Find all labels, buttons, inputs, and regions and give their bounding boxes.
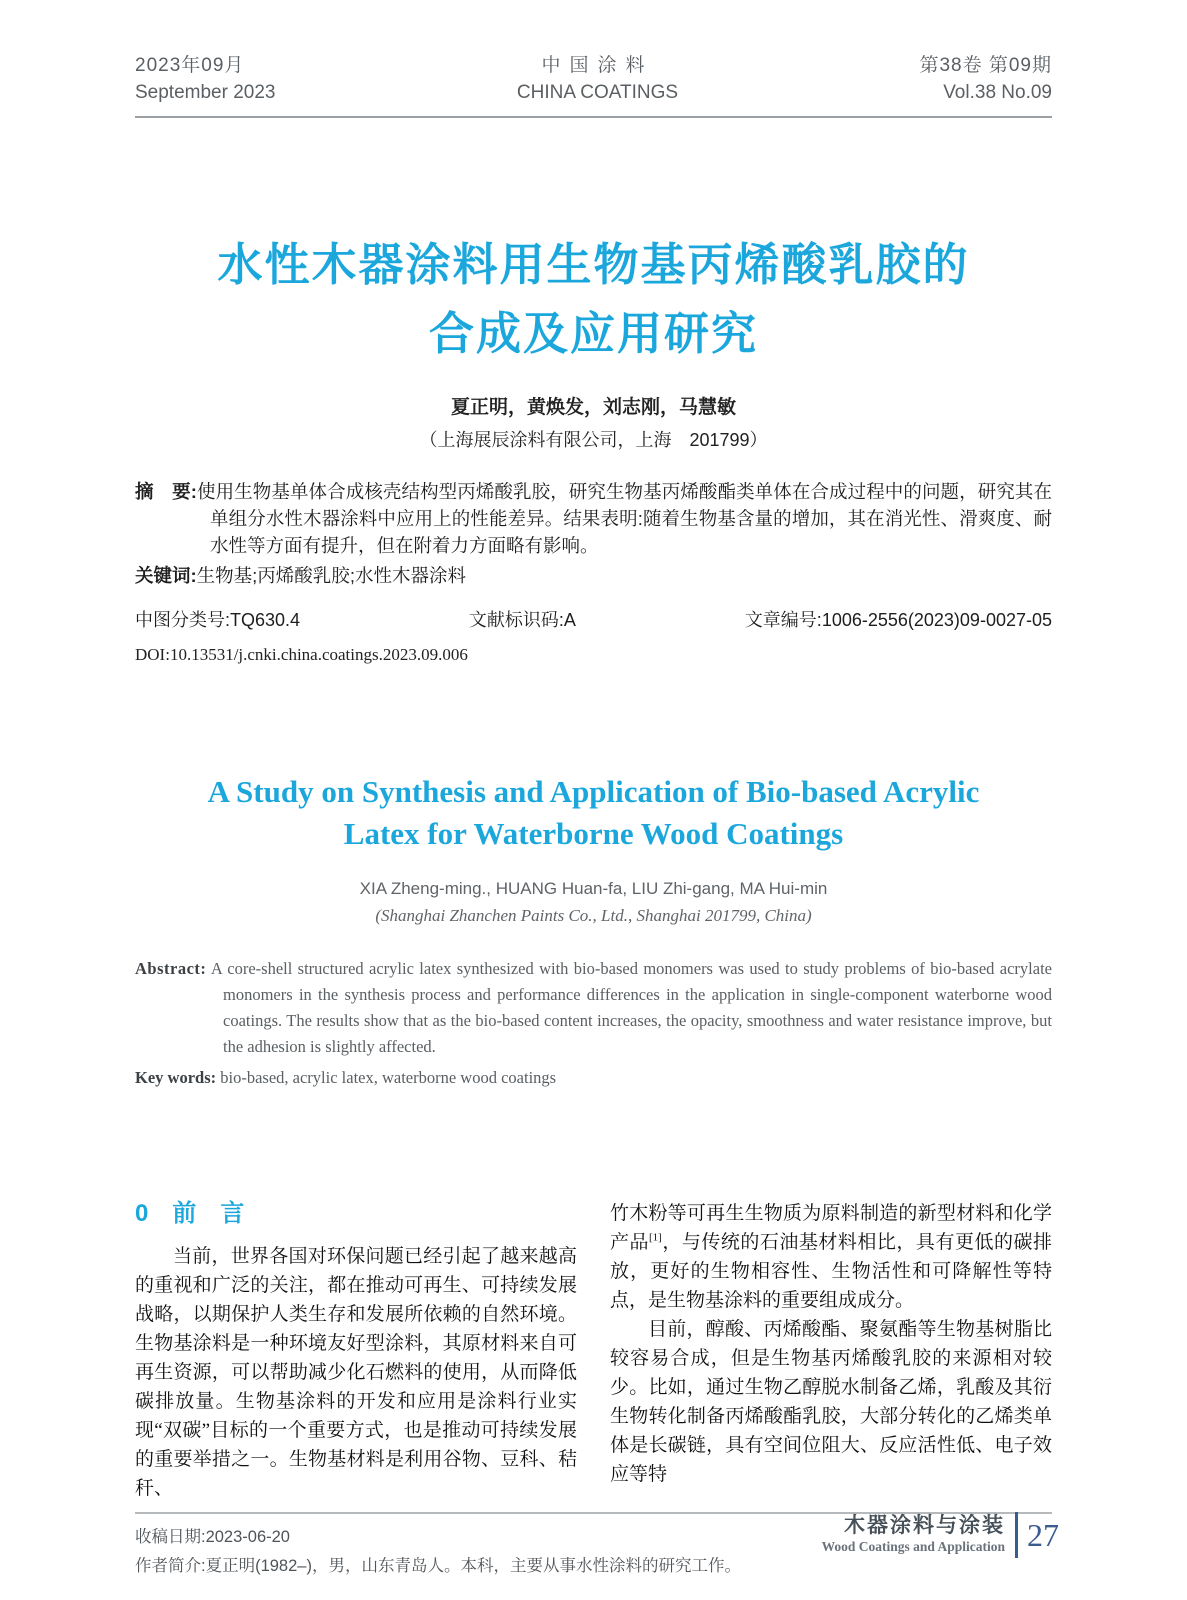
keywords-cn-text: 生物基;丙烯酸乳胶;水性木器涂料 — [196, 565, 466, 586]
body-column-right — [610, 1199, 1052, 1503]
intro-paragraph-right-1 — [610, 1199, 1052, 1315]
journal-title-en: CHINA COATINGS — [516, 82, 679, 103]
authors-en: XIA Zheng-ming., HUANG Huan-fa, LIU Zhi-gang, MA Hui-min — [359, 879, 828, 898]
doi: DOI:10.13531/j.cnki.china.coatings.2023.09.006 — [135, 645, 468, 664]
journal-title-cn: 中国涂料 — [541, 55, 654, 76]
abstract-cn-label: 摘 要: — [135, 481, 197, 502]
intro-paragraph-right-2: 目前，醇酸、丙烯酸酯、聚氨酯等生物基树脂比较容易合成，但是生物基丙烯酸乳胶的来源相对较少。比如，通过生物乙醇脱水制备乙烯，乳酸及其衍生物转化制备丙烯酸酯乳胶，大部分转化的乙烯类单体是长碳链，具有空间位阻大、反应活性低、电子效应等特 — [610, 1319, 1052, 1485]
keywords-en-label: Key words: — [135, 1068, 217, 1087]
authors-cn: 夏正明，黄焕发，刘志刚，马慧敏 — [450, 397, 736, 418]
intro-paragraph-left: 当前，世界各国对环保问题已经引起了越来越高的重视和广泛的关注，都在推动可再生、可持续发展战略，以期保护人类生存和发展所依赖的自然环境。生物基涂料是一种环境友好型涂料，其原材料来自可再生资源，可以帮助减少化石燃料的使用，从而降低碳排放量。生物基涂料的开发和应用是涂料行业实现“双碳”目标的一个重要方式，也是推动可持续发展的重要举措之一。生物基材料是利用谷物、豆科、秸秆、 — [135, 1246, 577, 1499]
footer-divider — [1015, 1512, 1018, 1558]
header-issue-date — [135, 52, 276, 106]
article-number: 文章编号:1006-2556(2023)09-0027-05 — [744, 610, 1052, 630]
footer-column-en: Wood Coatings and Application — [821, 1539, 1005, 1554]
article-title-en-line2: Latex for Waterborne Wood Coatings — [343, 816, 844, 851]
footer-column-names — [822, 1514, 1005, 1556]
page-footer — [822, 1512, 1059, 1558]
keywords-cn-label: 关键词: — [135, 565, 197, 586]
article-title-cn-line2: 合成及应用研究 — [428, 308, 758, 359]
article-title-cn-line1: 水性木器涂料用生物基丙烯酸乳胶的 — [217, 239, 970, 290]
volume-info-en: Vol.38 No.09 — [943, 82, 1052, 103]
header-rule — [135, 116, 1052, 118]
abstract-en-text: A core-shell structured acrylic latex synthesized with bio-based monomers was used to study problems of bio-based acrylate monomers in the synthesis process and performance differences in the application in single-component waterborne wood coatings. The results show that as the bio-based content increases, the opacity, smoothness and water resistance improve, but the adhesion is slightly affected. — [210, 959, 1052, 1056]
intro-right-1-text: 竹木粉等可再生生物质为原料制造的新型材料和化学产品 — [610, 1203, 1052, 1253]
body-column-left — [135, 1199, 577, 1503]
clc-number: 中图分类号:TQ630.4 — [135, 610, 301, 630]
header-volume-info — [919, 52, 1052, 106]
keywords-en — [135, 1065, 1052, 1091]
affiliation-en: (Shanghai Zhanchen Paints Co., Ltd., Shanghai 201799, China) — [375, 906, 812, 925]
issue-date-cn: 2023年09月 — [135, 55, 245, 76]
citation-reference-1: [1] — [649, 1231, 662, 1244]
footer-column-cn: 木器涂料与涂装 — [844, 1514, 1005, 1537]
page-number: 27 — [1027, 1517, 1059, 1553]
intro-right-1-continued: ，与传统的石油基材料相比，具有更低的碳排放，更好的生物相容性、生物活性和可降解性等特点，是生物基涂料的重要组成成分。 — [610, 1232, 1052, 1311]
journal-header — [135, 0, 1052, 106]
received-date: 收稿日期:2023-06-20 — [135, 1528, 290, 1546]
abstract-cn — [135, 478, 1052, 559]
issue-date-en: September 2023 — [135, 82, 276, 103]
abstract-en-label: Abstract: — [135, 959, 207, 978]
document-code: 文献标识码:A — [468, 610, 576, 630]
keywords-cn — [135, 562, 1052, 589]
classification-row — [135, 606, 1052, 632]
abstract-en — [135, 956, 1052, 1060]
affiliation-cn: （上海展辰涂料有限公司，上海 201799） — [419, 430, 768, 450]
keywords-en-text: bio-based, acrylic latex, waterborne wood coatings — [220, 1068, 557, 1087]
article-title-en-line1: A Study on Synthesis and Application of Bio-based Acrylic — [207, 774, 980, 809]
section-heading-intro: 0 前 言 — [135, 1200, 245, 1227]
article-title-en — [135, 771, 1052, 855]
volume-info-cn: 第38卷 第09期 — [919, 55, 1052, 76]
abstract-cn-text: 使用生物基单体合成核壳结构型丙烯酸乳胶，研究生物基丙烯酸酯类单体在合成过程中的问题，研究其在单组分水性木器涂料中应用上的性能差异。结果表明:随着生物基含量的增加，其在消光性、滑爽度、耐水性等方面有提升，但在附着力方面略有影响。 — [196, 481, 1052, 556]
header-journal-title — [517, 52, 678, 106]
author-bio: 作者简介:夏正明(1982–)，男，山东青岛人。本科，主要从事水性涂料的研究工作。 — [135, 1557, 741, 1575]
article-title-cn — [135, 230, 1052, 368]
body-section — [135, 1199, 1052, 1503]
